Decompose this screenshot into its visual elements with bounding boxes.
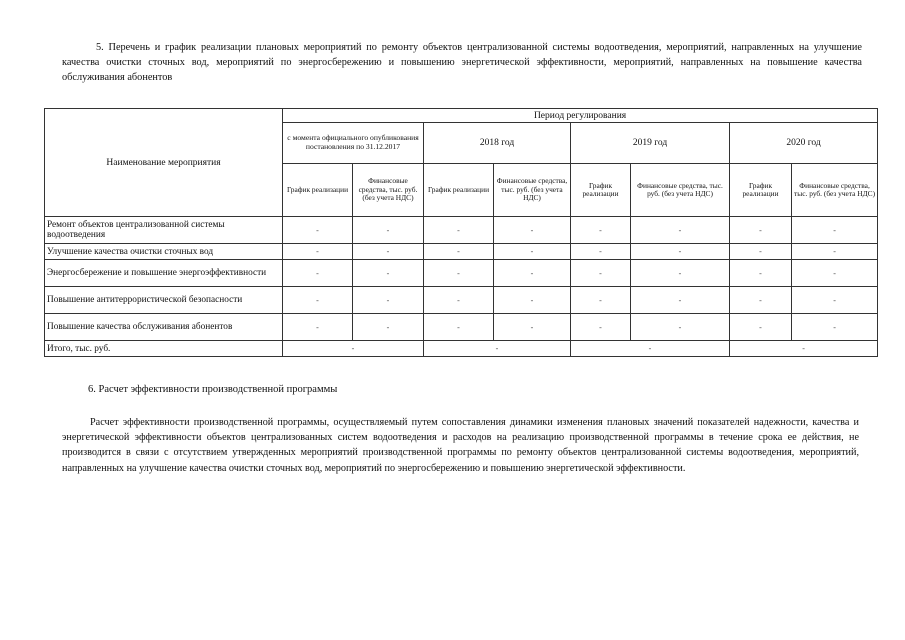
table-cell: - xyxy=(631,244,730,260)
table-cell: - xyxy=(494,244,571,260)
total-cell: - xyxy=(571,341,730,357)
table-cell: - xyxy=(730,314,792,341)
table-cell: - xyxy=(730,260,792,287)
table-cell: - xyxy=(631,217,730,244)
schedule-column-header: График реализации xyxy=(730,164,792,217)
table-cell: - xyxy=(792,287,878,314)
table-cell: - xyxy=(353,217,424,244)
finance-column-header: Финансовые средства, тыс. руб. (без учета НДС) xyxy=(353,164,424,217)
table-cell: - xyxy=(730,287,792,314)
table-cell: - xyxy=(353,314,424,341)
activity-name-header: Наименование мероприятия xyxy=(45,109,283,217)
table-cell: - xyxy=(283,244,353,260)
table-cell: - xyxy=(283,314,353,341)
activity-name: Ремонт объектов централизованной системы водоотведения xyxy=(45,217,283,244)
table-cell: - xyxy=(353,260,424,287)
table-cell: - xyxy=(494,287,571,314)
period-header: Период регулирования xyxy=(283,109,878,123)
table-cell: - xyxy=(792,244,878,260)
schedule-column-header: График реализации xyxy=(283,164,353,217)
table-cell: - xyxy=(424,217,494,244)
section-5-heading: 5. Перечень и график реализации плановых мероприятий по ремонту объектов централизованной системы водоотведения, мероприятий, направленных на улучшение качества очистки сточных вод, мероприятий по энергосбережению и повышению энергетической эффективности, мероприятий, направленных на повышение качества обслуживания абонентов xyxy=(62,42,862,83)
table-cell: - xyxy=(631,314,730,341)
table-cell: - xyxy=(571,217,631,244)
period-2018-header: 2018 год xyxy=(424,123,571,164)
table-cell: - xyxy=(631,287,730,314)
total-row xyxy=(45,341,878,357)
section-6-heading: 6. Расчет эффективности производственной программы xyxy=(88,384,338,395)
finance-column-header: Финансовые средства, тыс. руб. (без учета НДС) xyxy=(792,164,878,217)
table-cell: - xyxy=(571,244,631,260)
table-cell: - xyxy=(353,287,424,314)
table-cell: - xyxy=(792,314,878,341)
table-row xyxy=(45,287,878,314)
table-row xyxy=(45,217,878,244)
finance-column-header: Финансовые средства, тыс. руб. (без учета НДС) xyxy=(494,164,571,217)
activity-name: Улучшение качества очистки сточных вод xyxy=(45,244,283,260)
table-cell: - xyxy=(792,260,878,287)
table-cell: - xyxy=(571,314,631,341)
table-cell: - xyxy=(571,260,631,287)
section-6-paragraph: Расчет эффективности производственной программы, осуществляемый путем сопоставления динамики изменения плановых значений показателей надежности, качества и энергетической эффективности объектов централизованных систем водоотведения и расходов на реализацию производственной программы в течение срока ее действия, не производится в связи с отсутствием утвержденных мероприятий производственной программы по ремонту объектов централизованной системы водоотведения, мероприятий, направленных на улучшение качества очистки сточных вод, мероприятий по энергосбережению и повышению энергетической эффективности. xyxy=(62,417,859,474)
period-2020-header: 2020 год xyxy=(730,123,878,164)
table-row xyxy=(45,244,878,260)
schedule-column-header: График реализации xyxy=(571,164,631,217)
activity-name: Повышение антитеррористической безопасности xyxy=(45,287,283,314)
period-initial-header: с момента официального опубликования постановления по 31.12.2017 xyxy=(283,123,424,164)
activity-name: Энергосбережение и повышение энергоэффективности xyxy=(45,260,283,287)
total-label: Итого, тыс. руб. xyxy=(45,341,283,357)
table-cell: - xyxy=(283,287,353,314)
table-cell: - xyxy=(424,287,494,314)
table-cell: - xyxy=(631,260,730,287)
table-cell: - xyxy=(494,314,571,341)
table-cell: - xyxy=(424,244,494,260)
table-cell: - xyxy=(730,217,792,244)
table-cell: - xyxy=(283,217,353,244)
table-cell: - xyxy=(353,244,424,260)
table-cell: - xyxy=(283,260,353,287)
period-2019-header: 2019 год xyxy=(571,123,730,164)
schedule-column-header: График реализации xyxy=(424,164,494,217)
table-cell: - xyxy=(494,260,571,287)
table-cell: - xyxy=(424,260,494,287)
activities-schedule-table xyxy=(44,108,878,357)
table-row xyxy=(45,260,878,287)
table-cell: - xyxy=(571,287,631,314)
table-cell: - xyxy=(792,217,878,244)
total-cell: - xyxy=(730,341,878,357)
activity-name: Повышение качества обслуживания абонентов xyxy=(45,314,283,341)
finance-column-header: Финансовые средства, тыс. руб. (без учета НДС) xyxy=(631,164,730,217)
table-cell: - xyxy=(424,314,494,341)
total-cell: - xyxy=(283,341,424,357)
table-row xyxy=(45,314,878,341)
total-cell: - xyxy=(424,341,571,357)
table-cell: - xyxy=(730,244,792,260)
table-cell: - xyxy=(494,217,571,244)
